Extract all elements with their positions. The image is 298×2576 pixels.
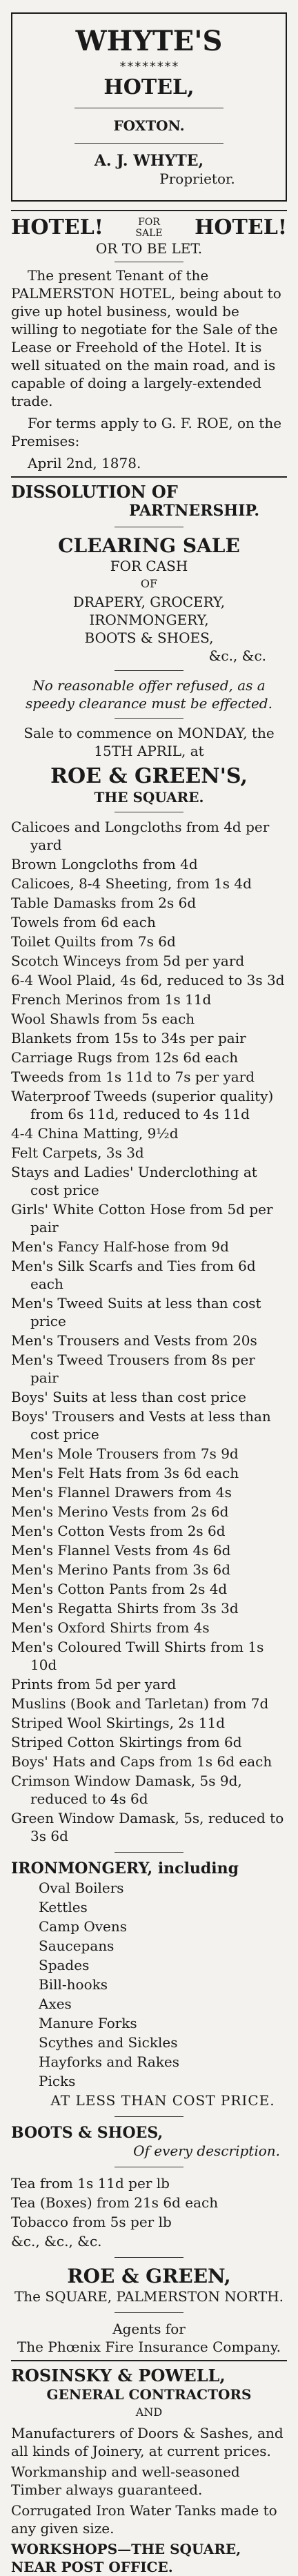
- sale-item: Green Window Damask, 5s, reduced to 3s 6d: [11, 1810, 284, 1844]
- tea-item: &c., &c., &c.: [11, 2233, 102, 2250]
- ironmongery-title: IRONMONGERY, including: [11, 1860, 239, 1877]
- roe-green-title: ROE & GREEN'S,: [50, 764, 248, 788]
- no-reasonable-offer: No reasonable offer refused, as a speedy clearance must be effected.: [26, 677, 272, 712]
- sale-item: 6-4 Wool Plaid, 4s 6d, reduced to 3s 3d: [11, 972, 285, 988]
- hotel-para-2: For terms apply to G. F. ROE, on the Premises:: [11, 415, 282, 449]
- the-square: THE SQUARE.: [94, 789, 204, 806]
- sale-item: Men's Flannel Drawers from 4s: [11, 1484, 232, 1501]
- rosinsky-title: ROSINSKY & POWELL,: [11, 2365, 226, 2385]
- rosinsky-para-3: Corrugated Iron Water Tanks made to any given size.: [11, 2502, 277, 2537]
- dissolution-ad: [11, 482, 287, 1845]
- hotel-for-sale-ad: [11, 215, 287, 472]
- section-rule: [11, 476, 287, 478]
- sale-item: Boys' Suits at less than cost price: [11, 1389, 247, 1405]
- hotel-left: HOTEL!: [11, 215, 103, 240]
- hotel-date: April 2nd, 1878.: [28, 455, 141, 471]
- rosinsky-subtitle: GENERAL CONTRACTORS: [46, 2386, 252, 2403]
- sale-item: Striped Wool Skirtings, 2s 11d: [11, 1715, 225, 1731]
- section-rule: [11, 2360, 287, 2361]
- boots-section: [11, 2124, 287, 2160]
- sale-item: Men's Mole Trousers from 7s 9d: [11, 1445, 239, 1462]
- sale-item: Men's Tweed Suits at less than cost price: [11, 1295, 261, 1329]
- ironmongery-list: [11, 1879, 287, 2090]
- rule-small: [115, 2116, 183, 2117]
- ironmongery-item: Picks: [39, 2073, 76, 2089]
- ironmongery-section: [11, 1860, 287, 2109]
- roe-green-footer: [11, 2265, 287, 2356]
- of: OF: [140, 577, 158, 590]
- footer-firm-address: The SQUARE, PALMERSTON NORTH.: [14, 2288, 284, 2305]
- hotel-right: HOTEL!: [195, 215, 287, 240]
- rule-small: [115, 1852, 183, 1853]
- sale-item: 4-4 China Matting, 9½d: [11, 1125, 179, 1142]
- boots-title: BOOTS & SHOES,: [11, 2124, 163, 2142]
- sale-item: Stays and Ladies' Underclothing at cost price: [11, 1164, 257, 1198]
- sale-item: Men's Felt Hats from 3s 6d each: [11, 1465, 239, 1481]
- hotel-para-1: The present Tenant of the PALMERSTON HOTEL, being about to give up hotel business, would be willing to negotiate for the Sale of the Lease or Freehold of the Hotel. It is well situated on the main road, and is capable of doing a largely-extended trade.: [11, 267, 281, 409]
- ironmongery-item: Hayforks and Rakes: [39, 2053, 180, 2070]
- sale-item: Men's Cotton Pants from 2s 4d: [11, 1581, 228, 1597]
- sale-item: Men's Tweed Trousers from 8s per pair: [11, 1352, 255, 1386]
- sale-item: Men's Merino Vests from 2s 6d: [11, 1503, 229, 1520]
- clearing-line-3: BOOTS & SHOES,: [84, 630, 214, 646]
- sale-item: Muslins (Book and Tarletan) from 7d: [11, 1695, 269, 1712]
- rosinsky-powell-ad: [11, 2365, 287, 2576]
- whytes-town: FOXTON.: [113, 117, 185, 134]
- sale-item: Striped Cotton Skirtings from 6d: [11, 1734, 242, 1750]
- sale-item: Calicoes and Longcloths from 4d per yard: [11, 819, 270, 853]
- rule-small: [115, 2312, 183, 2313]
- sale-item: Scotch Winceys from 5d per yard: [11, 953, 245, 969]
- sale-item: Felt Carpets, 3s 3d: [11, 1144, 144, 1161]
- ironmongery-item: Manure Forks: [39, 2015, 137, 2031]
- or-to-be-let: OR TO BE LET.: [95, 240, 203, 257]
- clearing-sale-title: CLEARING SALE: [58, 534, 240, 557]
- ironmongery-item: Kettles: [39, 1899, 88, 1915]
- sale-commence: Sale to commence on MONDAY, the 15TH APRIL, at: [23, 725, 275, 759]
- ironmongery-item: Saucepans: [39, 1938, 115, 1954]
- sale-item: Men's Regatta Shirts from 3s 3d: [11, 1600, 239, 1617]
- tea-item: Tobacco from 5s per lb: [11, 2214, 172, 2230]
- sale-item: Brown Longcloths from 4d: [11, 856, 198, 872]
- sale-item: Carriage Rugs from 12s 6d each: [11, 1049, 239, 1066]
- sale-item: Men's Coloured Twill Shirts from 1s 10d: [11, 1639, 264, 1673]
- sale-item: Blankets from 15s to 34s per pair: [11, 1030, 246, 1046]
- sale-item: Men's Oxford Shirts from 4s: [11, 1619, 210, 1636]
- sale-item: Men's Silk Scarfs and Ties from 6d each: [11, 1258, 256, 1292]
- ironmongery-item: Spades: [39, 1957, 90, 1973]
- sale-item: Table Damasks from 2s 6d: [11, 895, 197, 911]
- sale-item: Boys' Hats and Caps from 1s 6d each: [11, 1753, 272, 1770]
- rule-small: [115, 670, 183, 671]
- sale-item: Tweeds from 1s 11d to 7s per yard: [11, 1069, 255, 1085]
- sale-items-list: [11, 818, 287, 1845]
- dissolution-title: DISSOLUTION OF: [11, 482, 178, 502]
- ironmongery-item: Camp Ovens: [39, 1918, 128, 1935]
- ironmongery-item: Axes: [39, 1996, 72, 2012]
- for-cash: FOR CASH: [110, 558, 188, 574]
- whytes-hotel: HOTEL,: [103, 75, 195, 99]
- ironmongery-item: Bill-hooks: [39, 1976, 108, 1993]
- sale-item: Men's Fancy Half-hose from 9d: [11, 1238, 229, 1255]
- footer-company: The Phœnix Fire Insurance Company.: [17, 2339, 281, 2355]
- sale-item: Toilet Quilts from 7s 6d: [11, 933, 176, 950]
- for-sale-label: FOR SALE: [135, 216, 163, 239]
- sale-item: Towels from 6d each: [11, 914, 156, 930]
- tea-item: Tea (Boxes) from 21s 6d each: [11, 2194, 219, 2211]
- sale-item: Prints from 5d per yard: [11, 1676, 177, 1692]
- whytes-hotel-ad: [11, 12, 287, 202]
- sale-item: Crimson Window Damask, 5s 9d, reduced to 4s 6d: [11, 1773, 242, 1807]
- rosinsky-workshops: WORKSHOPS—THE SQUARE, NEAR POST OFFICE.: [11, 2541, 241, 2575]
- rule-small: [115, 718, 183, 719]
- sale-item: Men's Flannel Vests from 4s 6d: [11, 1542, 231, 1559]
- whytes-title: WHYTE'S: [75, 25, 223, 57]
- tea-item: Tea from 1s 11d per lb: [11, 2175, 170, 2192]
- boots-subtitle: Of every description.: [133, 2143, 280, 2159]
- clearing-line-2: IRONMONGERY,: [89, 612, 209, 628]
- whytes-stars: ********: [119, 59, 179, 74]
- ironmongery-note: AT LESS THAN COST PRICE.: [50, 2092, 275, 2109]
- whytes-divider-2: [74, 143, 223, 144]
- section-rule: [11, 210, 287, 211]
- whytes-proprietor-label: Proprietor.: [159, 170, 235, 187]
- sale-item: Men's Cotton Vests from 2s 6d: [11, 1523, 226, 1539]
- rosinsky-para-1: Manufacturers of Doors & Sashes, and all kinds of Joinery, at current prices.: [11, 2425, 284, 2459]
- dissolution-subtitle: PARTNERSHIP.: [129, 502, 259, 520]
- rosinsky-para-2: Workmanship and well-seasoned Timber always guaranteed.: [11, 2463, 240, 2498]
- whytes-proprietor-name: A. J. WHYTE,: [94, 152, 204, 170]
- clearing-etc: &c., &c.: [208, 647, 266, 664]
- ironmongery-item: Scythes and Sickles: [39, 2034, 178, 2051]
- sale-item: Boys' Trousers and Vests at less than cost price: [11, 1408, 271, 1443]
- newspaper-page: [0, 12, 298, 2575]
- sale-item: Waterproof Tweeds (superior quality) from 6s 11d, reduced to 4s 11d: [11, 1088, 274, 1122]
- clearing-line-1: DRAPERY, GROCERY,: [72, 594, 226, 610]
- tea-list: [11, 2174, 287, 2250]
- rosinsky-and: AND: [135, 2406, 163, 2419]
- sale-item: Wool Shawls from 5s each: [11, 1011, 195, 1027]
- footer-firm-name: ROE & GREEN,: [67, 2265, 231, 2287]
- sale-item: Men's Merino Pants from 3s 6d: [11, 1561, 231, 1578]
- sale-item: French Merinos from 1s 11d: [11, 991, 212, 1008]
- sale-item: Girls' White Cotton Hose from 5d per pair: [11, 1201, 273, 1236]
- ironmongery-item: Oval Boilers: [39, 1880, 124, 1896]
- sale-item: Men's Trousers and Vests from 20s: [11, 1332, 257, 1349]
- rule-small: [115, 2257, 183, 2258]
- footer-agents: Agents for: [112, 2321, 186, 2337]
- sale-item: Calicoes, 8-4 Sheeting, from 1s 4d: [11, 875, 252, 892]
